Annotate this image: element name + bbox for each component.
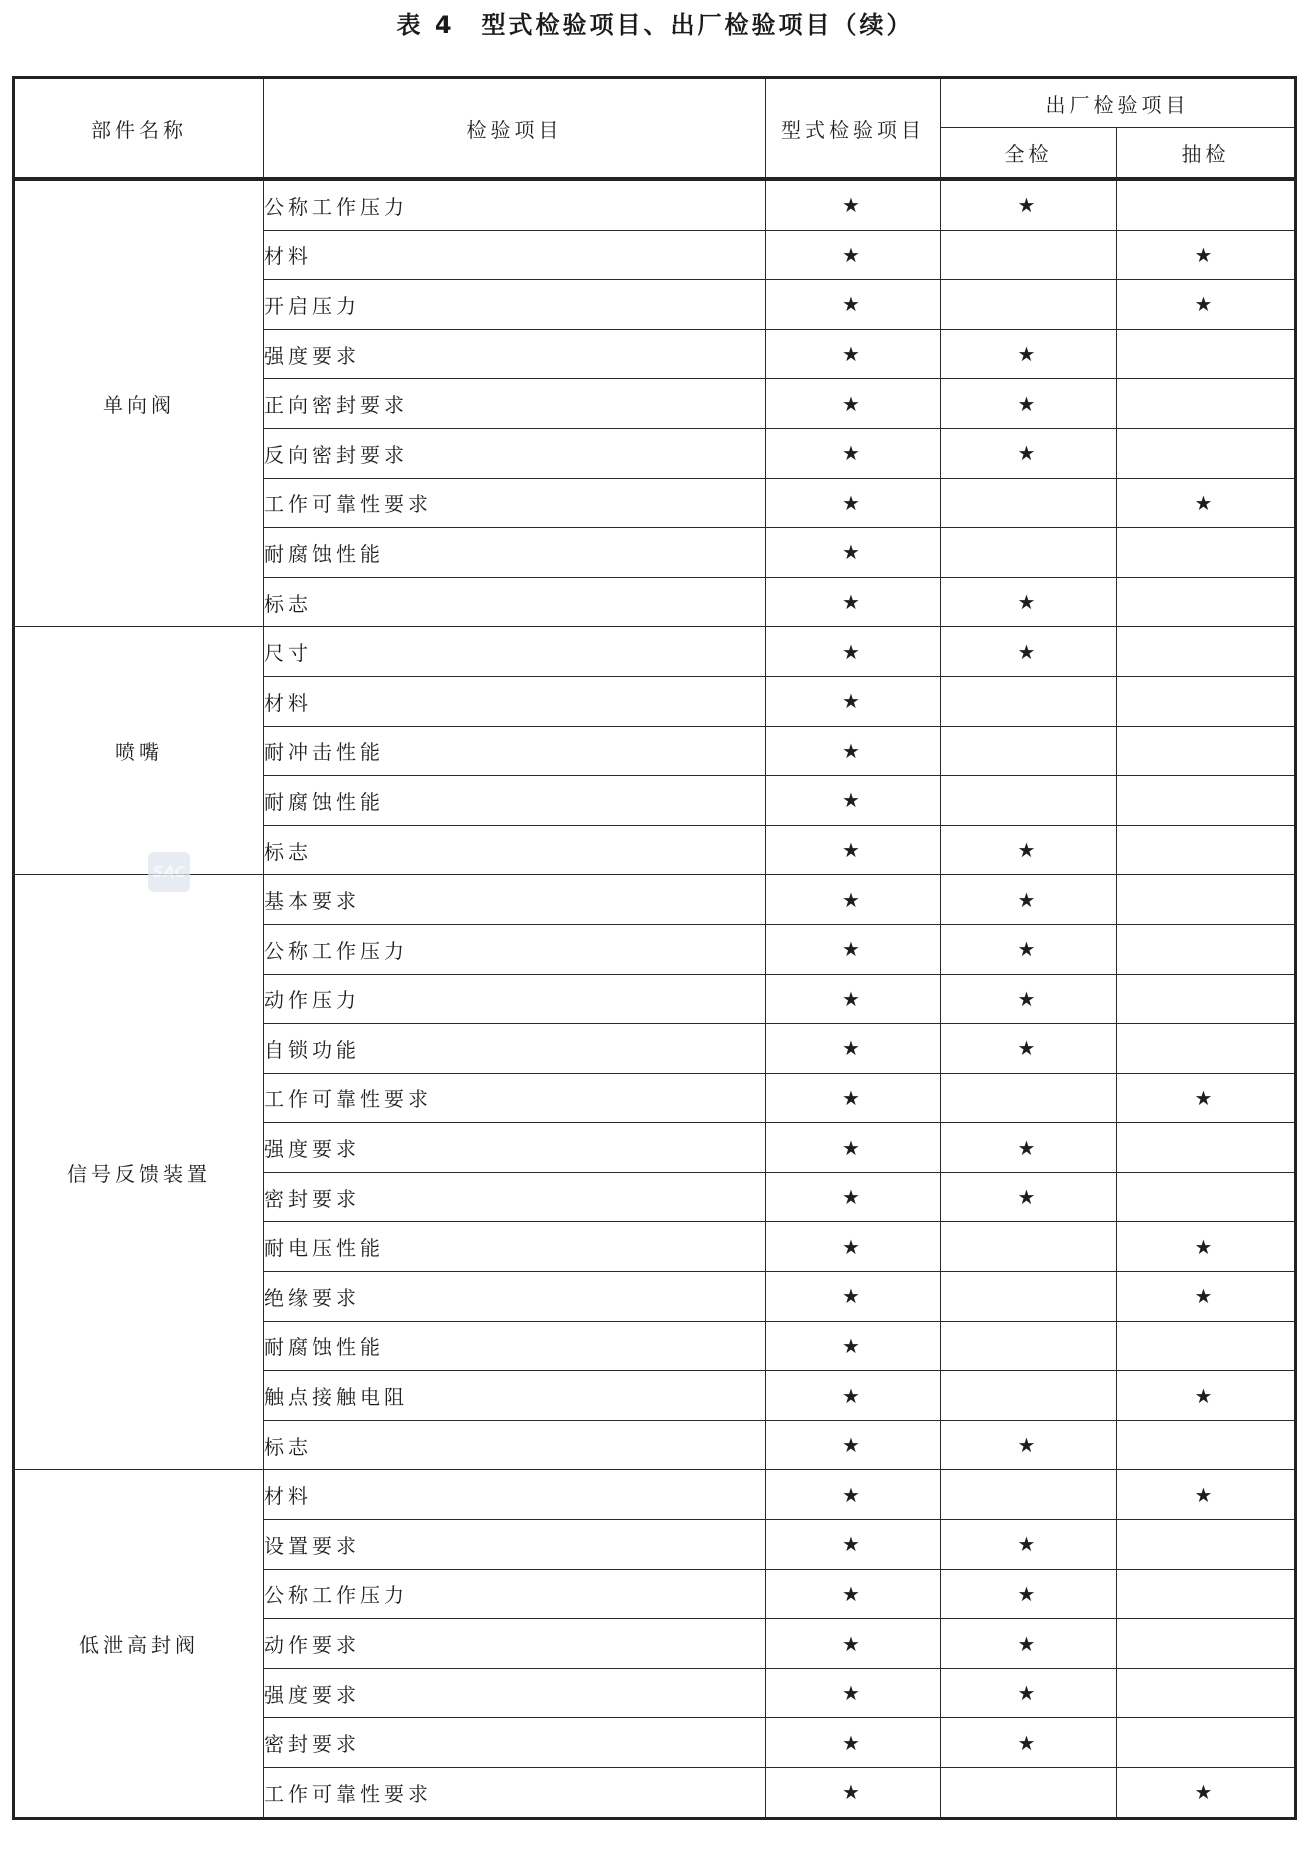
full-inspection-cell <box>941 329 1117 379</box>
sampling-inspection-cell <box>1117 1520 1296 1570</box>
type-inspection-cell <box>766 1024 941 1074</box>
header-part-name: 部件名称 <box>14 78 264 180</box>
star-icon: ★ <box>842 1532 864 1557</box>
sampling-inspection-cell <box>1117 776 1296 826</box>
inspection-item-cell: 耐电压性能 <box>264 1222 766 1272</box>
star-icon: ★ <box>842 193 864 218</box>
star-icon: ★ <box>1017 441 1040 466</box>
star-icon: ★ <box>1017 986 1040 1011</box>
star-icon: ★ <box>1194 490 1217 515</box>
full-inspection-cell <box>941 776 1117 826</box>
star-icon: ★ <box>1194 242 1217 267</box>
sampling-inspection-cell <box>1117 627 1296 677</box>
star-icon: ★ <box>842 1482 864 1507</box>
sampling-inspection-cell <box>1117 577 1296 627</box>
inspection-item-cell: 自锁功能 <box>264 1024 766 1074</box>
full-inspection-cell <box>941 924 1117 974</box>
sampling-inspection-cell <box>1117 825 1296 875</box>
star-icon: ★ <box>842 1631 864 1656</box>
inspection-item-cell: 材料 <box>264 230 766 280</box>
full-inspection-cell <box>941 1222 1117 1272</box>
full-inspection-cell <box>941 726 1117 776</box>
inspection-item-cell: 强度要求 <box>264 1123 766 1173</box>
inspection-item-cell: 正向密封要求 <box>264 379 766 429</box>
star-icon: ★ <box>842 1433 864 1458</box>
inspection-item-cell: 强度要求 <box>264 1668 766 1718</box>
star-icon: ★ <box>842 986 864 1011</box>
inspection-item-cell: 材料 <box>264 1470 766 1520</box>
inspection-item-cell: 标志 <box>264 577 766 627</box>
part-name-cell: 喷嘴 <box>14 627 264 875</box>
inspection-item-cell: 密封要求 <box>264 1172 766 1222</box>
star-icon: ★ <box>842 738 864 763</box>
star-icon: ★ <box>842 391 864 416</box>
star-icon: ★ <box>1194 1234 1217 1259</box>
star-icon: ★ <box>1017 1581 1040 1606</box>
table-header <box>14 78 1296 180</box>
inspection-item-cell: 标志 <box>264 825 766 875</box>
full-inspection-cell <box>941 1768 1117 1819</box>
star-icon: ★ <box>842 490 864 515</box>
star-icon: ★ <box>842 689 864 714</box>
full-inspection-cell <box>941 1371 1117 1421</box>
full-inspection-cell <box>941 1073 1117 1123</box>
sampling-inspection-cell <box>1117 1123 1296 1173</box>
inspection-item-cell: 工作可靠性要求 <box>264 478 766 528</box>
star-icon: ★ <box>1017 1631 1040 1656</box>
type-inspection-cell <box>766 1718 941 1768</box>
sampling-inspection-cell <box>1117 1321 1296 1371</box>
inspection-item-cell: 耐腐蚀性能 <box>264 528 766 578</box>
inspection-table <box>12 76 1297 1820</box>
inspection-item-cell: 开启压力 <box>264 280 766 330</box>
star-icon: ★ <box>842 1780 864 1805</box>
full-inspection-cell <box>941 478 1117 528</box>
star-icon: ★ <box>842 1730 864 1755</box>
header-type-inspection: 型式检验项目 <box>766 78 941 180</box>
sampling-inspection-cell <box>1117 974 1296 1024</box>
inspection-item-cell: 绝缘要求 <box>264 1272 766 1322</box>
type-inspection-cell <box>766 1123 941 1173</box>
type-inspection-cell <box>766 924 941 974</box>
star-icon: ★ <box>842 590 864 615</box>
sampling-inspection-cell <box>1117 1371 1296 1421</box>
full-inspection-cell <box>941 1420 1117 1470</box>
inspection-item-cell: 公称工作压力 <box>264 179 766 230</box>
star-icon: ★ <box>842 342 864 367</box>
sampling-inspection-cell <box>1117 1768 1296 1819</box>
type-inspection-cell <box>766 329 941 379</box>
type-inspection-cell <box>766 1619 941 1669</box>
table-row <box>14 627 1296 677</box>
sac-watermark-logo: SAC <box>148 852 190 892</box>
inspection-item-cell: 耐腐蚀性能 <box>264 776 766 826</box>
sampling-inspection-cell <box>1117 1272 1296 1322</box>
inspection-item-cell: 耐冲击性能 <box>264 726 766 776</box>
header-inspection-item: 检验项目 <box>264 78 766 180</box>
full-inspection-cell <box>941 825 1117 875</box>
star-icon: ★ <box>1017 1036 1040 1061</box>
star-icon: ★ <box>1194 1482 1217 1507</box>
star-icon: ★ <box>842 1681 864 1706</box>
header-sampling-inspection: 抽检 <box>1117 128 1296 180</box>
inspection-item-cell: 动作要求 <box>264 1619 766 1669</box>
full-inspection-cell <box>941 528 1117 578</box>
type-inspection-cell <box>766 875 941 925</box>
star-icon: ★ <box>842 1234 864 1259</box>
full-inspection-cell <box>941 875 1117 925</box>
star-icon: ★ <box>842 540 864 565</box>
inspection-item-cell: 标志 <box>264 1420 766 1470</box>
sampling-inspection-cell <box>1117 179 1296 230</box>
sampling-inspection-cell <box>1117 379 1296 429</box>
sampling-inspection-cell <box>1117 1172 1296 1222</box>
type-inspection-cell <box>766 1470 941 1520</box>
star-icon: ★ <box>842 937 864 962</box>
full-inspection-cell <box>941 1123 1117 1173</box>
star-icon: ★ <box>1017 1681 1040 1706</box>
full-inspection-cell <box>941 1024 1117 1074</box>
type-inspection-cell <box>766 1420 941 1470</box>
type-inspection-cell <box>766 1520 941 1570</box>
full-inspection-cell <box>941 379 1117 429</box>
inspection-item-cell: 反向密封要求 <box>264 428 766 478</box>
inspection-item-cell: 设置要求 <box>264 1520 766 1570</box>
sampling-inspection-cell <box>1117 528 1296 578</box>
sampling-inspection-cell <box>1117 1470 1296 1520</box>
full-inspection-cell <box>941 1718 1117 1768</box>
full-inspection-cell <box>941 1272 1117 1322</box>
type-inspection-cell <box>766 627 941 677</box>
type-inspection-cell <box>766 1321 941 1371</box>
star-icon: ★ <box>842 1135 864 1160</box>
type-inspection-cell <box>766 478 941 528</box>
full-inspection-cell <box>941 1619 1117 1669</box>
full-inspection-cell <box>941 577 1117 627</box>
sampling-inspection-cell <box>1117 280 1296 330</box>
full-inspection-cell <box>941 1172 1117 1222</box>
star-icon: ★ <box>842 242 864 267</box>
inspection-item-cell: 公称工作压力 <box>264 1569 766 1619</box>
star-icon: ★ <box>1017 391 1040 416</box>
type-inspection-cell <box>766 1768 941 1819</box>
table-body <box>14 179 1296 1818</box>
header-factory-inspection: 出厂检验项目 <box>941 78 1296 128</box>
star-icon: ★ <box>842 1284 864 1309</box>
sampling-inspection-cell <box>1117 1024 1296 1074</box>
table-row <box>14 875 1296 925</box>
type-inspection-cell <box>766 280 941 330</box>
inspection-item-cell: 耐腐蚀性能 <box>264 1321 766 1371</box>
type-inspection-cell <box>766 1073 941 1123</box>
star-icon: ★ <box>842 1383 864 1408</box>
inspection-item-cell: 材料 <box>264 676 766 726</box>
type-inspection-cell <box>766 1569 941 1619</box>
star-icon: ★ <box>1017 838 1040 863</box>
sampling-inspection-cell <box>1117 1420 1296 1470</box>
sampling-inspection-cell <box>1117 428 1296 478</box>
sampling-inspection-cell <box>1117 1569 1296 1619</box>
type-inspection-cell <box>766 379 941 429</box>
full-inspection-cell <box>941 428 1117 478</box>
full-inspection-cell <box>941 1321 1117 1371</box>
sampling-inspection-cell <box>1117 1718 1296 1768</box>
sampling-inspection-cell <box>1117 329 1296 379</box>
full-inspection-cell <box>941 627 1117 677</box>
star-icon: ★ <box>842 441 864 466</box>
inspection-item-cell: 尺寸 <box>264 627 766 677</box>
full-inspection-cell <box>941 1668 1117 1718</box>
sampling-inspection-cell <box>1117 676 1296 726</box>
type-inspection-cell <box>766 1172 941 1222</box>
star-icon: ★ <box>842 838 864 863</box>
table-row <box>14 179 1296 230</box>
sampling-inspection-cell <box>1117 726 1296 776</box>
star-icon: ★ <box>842 1581 864 1606</box>
type-inspection-cell <box>766 230 941 280</box>
star-icon: ★ <box>1017 1532 1040 1557</box>
sampling-inspection-cell <box>1117 1668 1296 1718</box>
inspection-item-cell: 强度要求 <box>264 329 766 379</box>
type-inspection-cell <box>766 1272 941 1322</box>
sampling-inspection-cell <box>1117 478 1296 528</box>
type-inspection-cell <box>766 528 941 578</box>
inspection-item-cell: 公称工作压力 <box>264 924 766 974</box>
star-icon: ★ <box>842 788 864 813</box>
full-inspection-cell <box>941 974 1117 1024</box>
star-icon: ★ <box>1017 639 1040 664</box>
part-name-cell: 单向阀 <box>14 179 264 627</box>
type-inspection-cell <box>766 1371 941 1421</box>
star-icon: ★ <box>1017 937 1040 962</box>
sampling-inspection-cell <box>1117 1073 1296 1123</box>
full-inspection-cell <box>941 179 1117 230</box>
full-inspection-cell <box>941 230 1117 280</box>
star-icon: ★ <box>842 1085 864 1110</box>
type-inspection-cell <box>766 1222 941 1272</box>
sampling-inspection-cell <box>1117 924 1296 974</box>
inspection-item-cell: 工作可靠性要求 <box>264 1768 766 1819</box>
table-title: 表 4 型式检验项目、出厂检验项目（续） <box>396 11 914 39</box>
star-icon: ★ <box>842 1333 864 1358</box>
type-inspection-cell <box>766 974 941 1024</box>
inspection-item-cell: 基本要求 <box>264 875 766 925</box>
star-icon: ★ <box>842 1185 864 1210</box>
star-icon: ★ <box>1194 1780 1217 1805</box>
star-icon: ★ <box>1017 1433 1040 1458</box>
star-icon: ★ <box>1194 1383 1217 1408</box>
star-icon: ★ <box>1194 292 1217 317</box>
type-inspection-cell <box>766 428 941 478</box>
full-inspection-cell <box>941 1569 1117 1619</box>
star-icon: ★ <box>842 1036 864 1061</box>
header-full-inspection: 全检 <box>941 128 1117 180</box>
full-inspection-cell <box>941 280 1117 330</box>
part-name-cell: 低泄高封阀 <box>14 1470 264 1818</box>
star-icon: ★ <box>1017 590 1040 615</box>
star-icon: ★ <box>1017 1135 1040 1160</box>
type-inspection-cell <box>766 726 941 776</box>
sampling-inspection-cell <box>1117 1619 1296 1669</box>
star-icon: ★ <box>842 292 864 317</box>
full-inspection-cell <box>941 676 1117 726</box>
star-icon: ★ <box>1017 1185 1040 1210</box>
star-icon: ★ <box>1017 193 1040 218</box>
star-icon: ★ <box>1017 342 1040 367</box>
star-icon: ★ <box>842 639 864 664</box>
type-inspection-cell <box>766 1668 941 1718</box>
sampling-inspection-cell <box>1117 230 1296 280</box>
full-inspection-cell <box>941 1520 1117 1570</box>
sampling-inspection-cell <box>1117 1222 1296 1272</box>
type-inspection-cell <box>766 776 941 826</box>
inspection-item-cell: 密封要求 <box>264 1718 766 1768</box>
inspection-item-cell: 触点接触电阻 <box>264 1371 766 1421</box>
star-icon: ★ <box>1194 1085 1217 1110</box>
star-icon: ★ <box>1017 1730 1040 1755</box>
inspection-item-cell: 动作压力 <box>264 974 766 1024</box>
star-icon: ★ <box>1017 887 1040 912</box>
sampling-inspection-cell <box>1117 875 1296 925</box>
star-icon: ★ <box>842 887 864 912</box>
table-row <box>14 1470 1296 1520</box>
inspection-item-cell: 工作可靠性要求 <box>264 1073 766 1123</box>
full-inspection-cell <box>941 1470 1117 1520</box>
part-name-cell: 信号反馈装置 <box>14 875 264 1470</box>
type-inspection-cell <box>766 577 941 627</box>
type-inspection-cell <box>766 179 941 230</box>
star-icon: ★ <box>1194 1284 1217 1309</box>
type-inspection-cell <box>766 825 941 875</box>
type-inspection-cell <box>766 676 941 726</box>
